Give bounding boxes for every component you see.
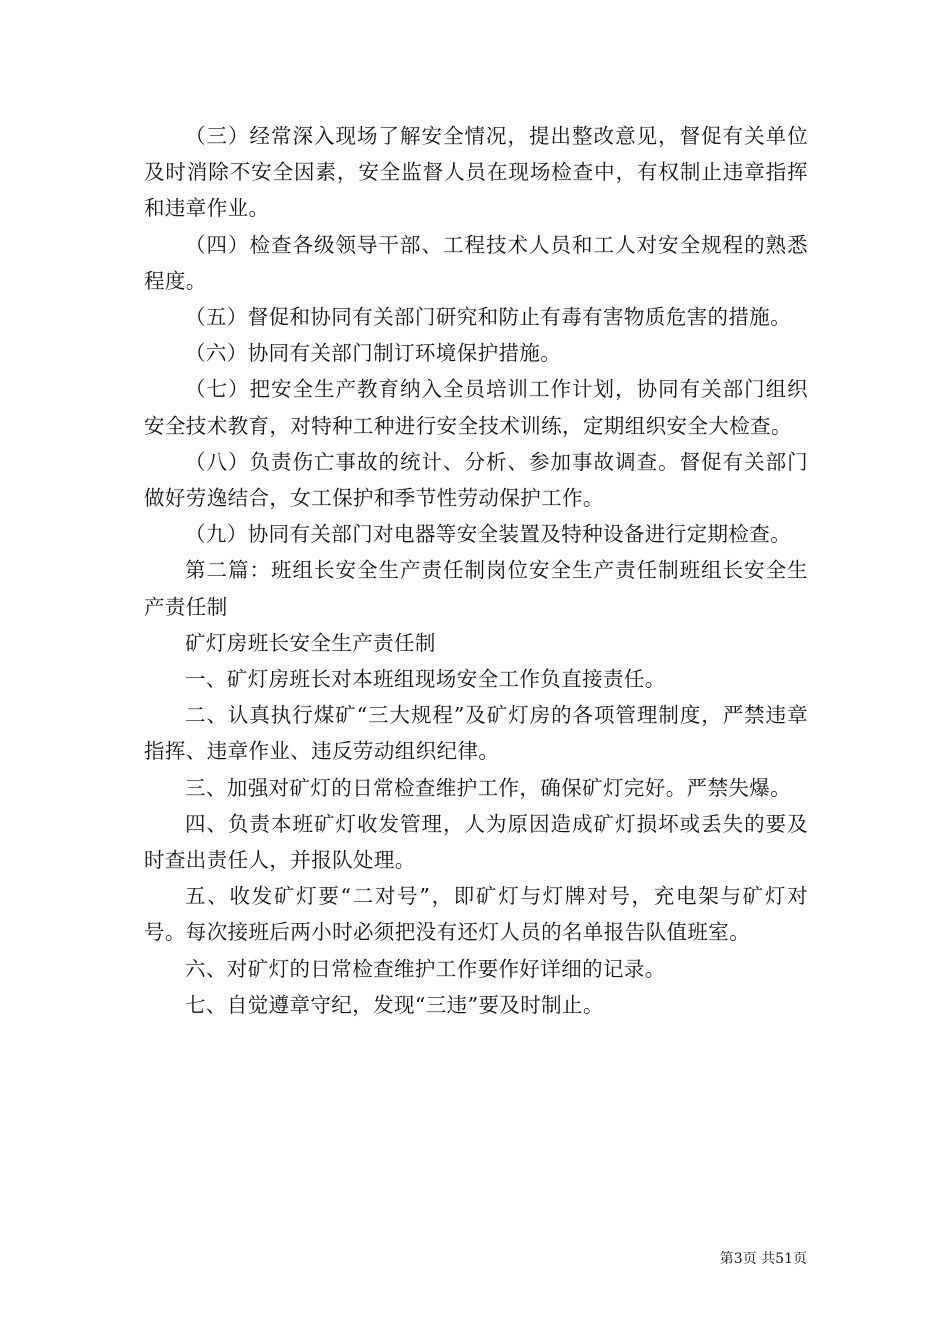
paragraph-item-8: （八）负责伤亡事故的统计、分析、参加事故调查。督促有关部门做好劳逸结合，女工保护和季节性劳动保护工作。: [144, 449, 808, 511]
footer-total-pages: 51: [775, 1251, 793, 1267]
paragraph-item-6: （六）协同有关部门制订环境保护措施。: [185, 341, 562, 366]
duty-item-4: 四、负责本班矿灯收发管理，人为原因造成矿灯损坏或丢失的要及时查出责任人，并报队处理。: [144, 811, 808, 873]
footer-suffix: 页: [793, 1251, 807, 1267]
subsection-title-lamp-room: 矿灯房班长安全生产责任制: [185, 630, 436, 655]
duty-item-3: 三、加强对矿灯的日常检查维护工作，确保矿灯完好。严禁失爆。: [185, 775, 792, 800]
duty-item-1: 一、矿灯房班长对本班组现场安全工作负直接责任。: [185, 667, 666, 692]
paragraph-item-3: （三）经常深入现场了解安全情况，提出整改意见，督促有关单位及时消除不安全因素，安全监督人员在现场检查中，有权制止违章指挥和违章作业。: [144, 124, 808, 221]
section-heading-part-two: 第二篇：班组长安全生产责任制岗位安全生产责任制班组长安全生产责任制: [144, 558, 808, 619]
paragraph-item-7: （七）把安全生产教育纳入全员培训工作计划，协同有关部门组织安全技术教育，对特种工种进行安全技术训练，定期组织安全大检查。: [144, 377, 808, 438]
paragraph-item-5: （五）督促和协同有关部门研究和防止有毒有害物质危害的措施。: [185, 305, 792, 330]
paragraph-item-9: （九）协同有关部门对电器等安全装置及特种设备进行定期检查。: [185, 522, 792, 547]
footer-prefix: 第: [719, 1251, 734, 1267]
duty-item-6: 六、对矿灯的日常检查维护工作要作好详细的记录。: [185, 956, 666, 981]
page-number-footer: [720, 1250, 807, 1268]
footer-current-page: 3: [733, 1251, 743, 1267]
document-body: [144, 118, 808, 1023]
paragraph-item-4: （四）检查各级领导干部、工程技术人员和工人对安全规程的熟悉程度。: [144, 232, 808, 293]
duty-item-7: 七、自觉遵章守纪，发现“三违”要及时制止。: [185, 992, 604, 1017]
duty-item-2: 二、认真执行煤矿“三大规程”及矿灯房的各项管理制度，严禁违章指挥、违章作业、违反劳动组织纪律。: [144, 703, 808, 764]
footer-middle: 页 共: [742, 1251, 776, 1267]
duty-item-5: 五、收发矿灯要“二对号”，即矿灯与灯牌对号，充电架与矿灯对号。每次接班后两小时必须把没有还灯人员的名单报告队值班室。: [144, 884, 808, 945]
